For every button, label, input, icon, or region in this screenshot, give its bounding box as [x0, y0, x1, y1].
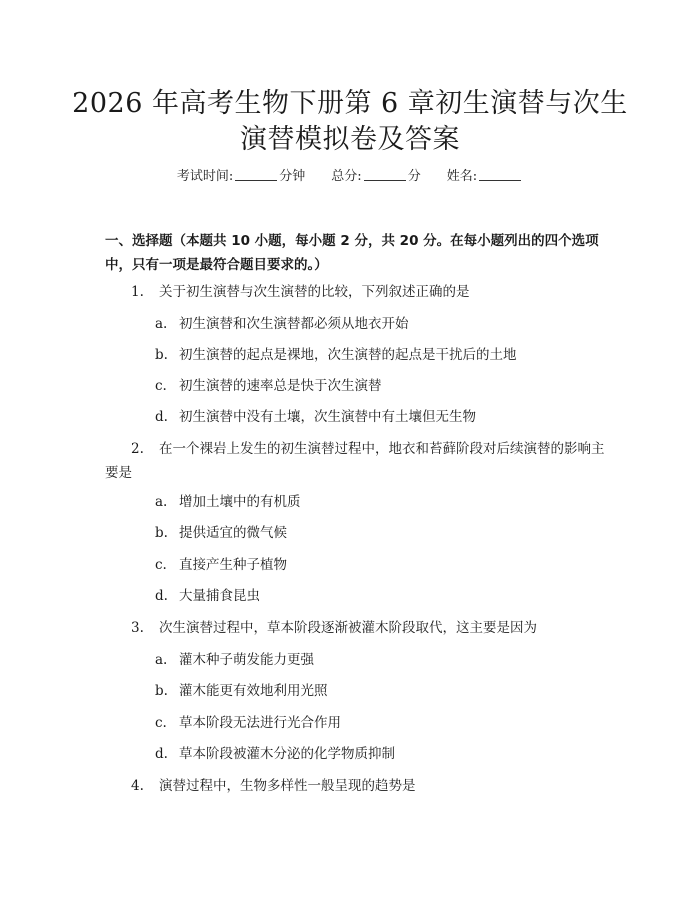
- option-letter: c.: [155, 557, 167, 573]
- option-3c: [155, 711, 615, 735]
- question-number: 2.: [131, 441, 144, 457]
- option-text: 初生演替和次生演替都必须从地衣开始: [179, 316, 409, 332]
- option-letter: d.: [155, 746, 168, 762]
- option-text: 初生演替的起点是裸地，次生演替的起点是干扰后的土地: [179, 347, 517, 363]
- option-2d: [155, 584, 615, 608]
- question-text: 关于初生演替与次生演替的比较，下列叙述正确的是: [159, 284, 470, 300]
- option-text: 初生演替的速率总是快于次生演替: [179, 378, 382, 394]
- option-text: 灌木能更有效地利用光照: [179, 683, 328, 699]
- exam-meta: [0, 166, 700, 188]
- option-letter: a.: [155, 494, 168, 510]
- question-text: 次生演替过程中，草本阶段逐渐被灌木阶段取代，这主要是因为: [159, 620, 537, 636]
- question-3: [105, 616, 605, 640]
- option-2b: [155, 521, 615, 545]
- option-3a: [155, 648, 615, 672]
- question-4: [105, 774, 605, 798]
- option-letter: d.: [155, 588, 168, 604]
- option-letter: a.: [155, 316, 168, 332]
- option-text: 增加土壤中的有机质: [179, 494, 301, 510]
- question-number: 1.: [131, 284, 144, 300]
- option-text: 初生演替中没有土壤，次生演替中有土壤但无生物: [179, 409, 476, 425]
- option-3b: [155, 679, 615, 703]
- option-letter: b.: [155, 347, 168, 363]
- option-letter: b.: [155, 525, 168, 541]
- section-heading: 一、选择题（本题共 10 小题，每小题 2 分，共 20 分。在每小题列出的四个选项中，只有一项是最符合题目要求的。）: [105, 233, 599, 273]
- option-letter: c.: [155, 715, 167, 731]
- score-blank: [364, 166, 406, 181]
- question-2: [105, 437, 605, 485]
- option-text: 草本阶段被灌木分泌的化学物质抑制: [179, 746, 395, 762]
- time-blank: [235, 166, 277, 181]
- option-letter: b.: [155, 683, 168, 699]
- option-1d: [155, 405, 615, 429]
- option-text: 草本阶段无法进行光合作用: [179, 715, 341, 731]
- option-letter: d.: [155, 409, 168, 425]
- time-unit: 分钟: [279, 169, 306, 184]
- score-label: 总分:: [331, 169, 362, 184]
- option-1b: [155, 343, 615, 367]
- option-text: 大量捕食昆虫: [179, 588, 260, 604]
- option-2a: [155, 490, 615, 514]
- question-text: 演替过程中，生物多样性一般呈现的趋势是: [159, 778, 416, 794]
- name-label: 姓名:: [446, 169, 478, 184]
- page-title-line-2: 演替模拟卷及答案: [240, 124, 460, 155]
- option-text: 直接产生种子植物: [179, 557, 287, 573]
- question-1: [105, 280, 605, 304]
- option-letter: c.: [155, 378, 167, 394]
- page-title-line-1: 2026 年高考生物下册第 6 章初生演替与次生: [72, 88, 628, 119]
- option-text: 灌木种子萌发能力更强: [179, 652, 314, 668]
- question-number: 4.: [131, 778, 144, 794]
- question-number: 3.: [131, 620, 144, 636]
- option-3d: [155, 742, 615, 766]
- score-unit: 分: [407, 169, 421, 184]
- option-2c: [155, 553, 615, 577]
- time-label: 考试时间:: [176, 169, 234, 184]
- option-1a: [155, 312, 615, 336]
- question-text: 在一个裸岩上发生的初生演替过程中，地衣和苔藓阶段对后续演替的影响主要是: [105, 441, 605, 481]
- option-1c: [155, 374, 615, 398]
- option-letter: a.: [155, 652, 168, 668]
- name-blank: [479, 166, 521, 181]
- option-text: 提供适宜的微气候: [179, 525, 287, 541]
